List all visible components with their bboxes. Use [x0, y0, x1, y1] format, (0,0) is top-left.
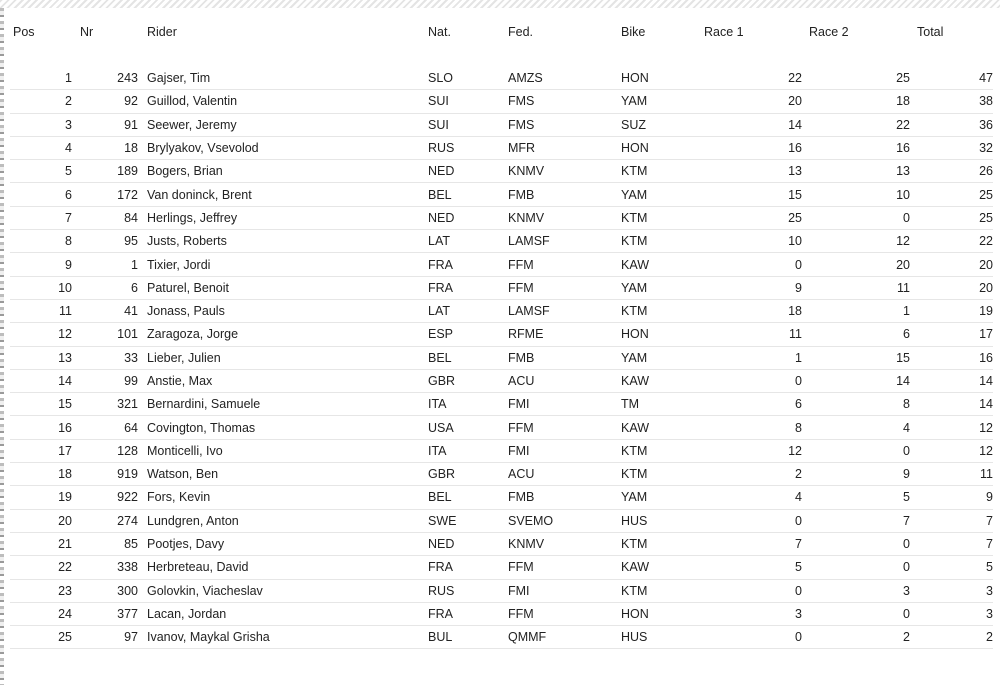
header-total: Total	[917, 25, 944, 39]
cell-nat: BEL	[428, 486, 508, 509]
cell-race1: 4	[704, 486, 802, 509]
cell-total: 26	[910, 160, 993, 183]
cell-total: 5	[910, 556, 993, 579]
cell-nat: LAT	[428, 230, 508, 253]
table-row	[10, 579, 993, 602]
cell-rider: Lieber, Julien	[147, 346, 428, 369]
cell-total: 38	[910, 90, 993, 113]
cell-fed: FFM	[508, 416, 621, 439]
table-row	[10, 626, 993, 649]
cell-fed: QMMF	[508, 626, 621, 649]
cell-pos: 13	[10, 346, 72, 369]
cell-rider: Van doninck, Brent	[147, 183, 428, 206]
cell-race2: 8	[802, 393, 910, 416]
cell-bike: KTM	[621, 532, 704, 555]
cell-rider: Seewer, Jeremy	[147, 113, 428, 136]
cell-race1: 9	[704, 276, 802, 299]
cell-spacer	[138, 579, 147, 602]
cell-nat: RUS	[428, 136, 508, 159]
cell-bike: HON	[621, 136, 704, 159]
cell-bike: YAM	[621, 276, 704, 299]
cell-nat: FRA	[428, 602, 508, 625]
cell-rider: Brylyakov, Vsevolod	[147, 136, 428, 159]
cell-fed: FFM	[508, 556, 621, 579]
cell-race1: 15	[704, 183, 802, 206]
header-rider: Rider	[147, 25, 177, 39]
cell-pos: 15	[10, 393, 72, 416]
cell-bike: KTM	[621, 206, 704, 229]
cell-spacer	[138, 463, 147, 486]
table-row	[10, 602, 993, 625]
cell-bike: KAW	[621, 556, 704, 579]
cell-pos: 12	[10, 323, 72, 346]
cell-bike: KAW	[621, 416, 704, 439]
cell-pos: 7	[10, 206, 72, 229]
table-row	[10, 416, 993, 439]
cell-fed: FMI	[508, 579, 621, 602]
cell-race2: 4	[802, 416, 910, 439]
cell-bike: HON	[621, 602, 704, 625]
table-row	[10, 323, 993, 346]
cell-nr: 1	[72, 253, 138, 276]
cell-pos: 22	[10, 556, 72, 579]
results-table	[10, 67, 993, 649]
cell-nr: 97	[72, 626, 138, 649]
cell-nat: FRA	[428, 276, 508, 299]
cell-total: 32	[910, 136, 993, 159]
cell-nr: 321	[72, 393, 138, 416]
cell-nr: 18	[72, 136, 138, 159]
cell-spacer	[138, 556, 147, 579]
cell-spacer	[138, 393, 147, 416]
cell-rider: Herlings, Jeffrey	[147, 206, 428, 229]
cell-race1: 12	[704, 439, 802, 462]
cell-fed: FFM	[508, 253, 621, 276]
table-row	[10, 393, 993, 416]
cell-total: 9	[910, 486, 993, 509]
cell-race2: 0	[802, 439, 910, 462]
cell-pos: 20	[10, 509, 72, 532]
cell-nat: ITA	[428, 393, 508, 416]
cell-pos: 16	[10, 416, 72, 439]
cell-race1: 0	[704, 253, 802, 276]
cell-race2: 10	[802, 183, 910, 206]
cell-race1: 7	[704, 532, 802, 555]
cell-fed: MFR	[508, 136, 621, 159]
cell-rider: Ivanov, Maykal Grisha	[147, 626, 428, 649]
cell-race2: 14	[802, 369, 910, 392]
cell-nr: 919	[72, 463, 138, 486]
cell-nr: 95	[72, 230, 138, 253]
cell-nr: 41	[72, 299, 138, 322]
table-row	[10, 486, 993, 509]
cell-total: 7	[910, 509, 993, 532]
cell-pos: 24	[10, 602, 72, 625]
cell-race2: 7	[802, 509, 910, 532]
cell-race2: 0	[802, 206, 910, 229]
results-body	[10, 67, 993, 649]
cell-total: 11	[910, 463, 993, 486]
cell-total: 20	[910, 276, 993, 299]
cell-fed: SVEMO	[508, 509, 621, 532]
cell-fed: RFME	[508, 323, 621, 346]
cell-bike: KAW	[621, 369, 704, 392]
cell-pos: 8	[10, 230, 72, 253]
cell-spacer	[138, 90, 147, 113]
cell-nat: BEL	[428, 183, 508, 206]
cell-bike: KTM	[621, 463, 704, 486]
cell-spacer	[138, 206, 147, 229]
cell-total: 2	[910, 626, 993, 649]
cell-spacer	[138, 416, 147, 439]
cell-rider: Herbreteau, David	[147, 556, 428, 579]
cell-total: 17	[910, 323, 993, 346]
cell-rider: Paturel, Benoit	[147, 276, 428, 299]
cell-rider: Bernardini, Samuele	[147, 393, 428, 416]
table-row	[10, 183, 993, 206]
cell-pos: 21	[10, 532, 72, 555]
cell-total: 36	[910, 113, 993, 136]
table-row	[10, 299, 993, 322]
cell-race1: 20	[704, 90, 802, 113]
cell-bike: KTM	[621, 299, 704, 322]
cell-bike: TM	[621, 393, 704, 416]
cell-race1: 0	[704, 509, 802, 532]
cell-rider: Golovkin, Viacheslav	[147, 579, 428, 602]
cell-pos: 6	[10, 183, 72, 206]
cell-rider: Lundgren, Anton	[147, 509, 428, 532]
cell-spacer	[138, 509, 147, 532]
header-fed: Fed.	[508, 25, 534, 39]
cell-pos: 2	[10, 90, 72, 113]
cell-pos: 18	[10, 463, 72, 486]
cell-race2: 22	[802, 113, 910, 136]
cell-race1: 1	[704, 346, 802, 369]
cell-nat: ITA	[428, 439, 508, 462]
cell-pos: 14	[10, 369, 72, 392]
cell-race2: 5	[802, 486, 910, 509]
cell-pos: 11	[10, 299, 72, 322]
cell-pos: 23	[10, 579, 72, 602]
cell-nat: SLO	[428, 67, 508, 90]
table-row	[10, 90, 993, 113]
cell-race1: 6	[704, 393, 802, 416]
cell-race1: 16	[704, 136, 802, 159]
cell-spacer	[138, 486, 147, 509]
cell-rider: Watson, Ben	[147, 463, 428, 486]
cell-nat: ESP	[428, 323, 508, 346]
cell-race2: 1	[802, 299, 910, 322]
cell-pos: 5	[10, 160, 72, 183]
cell-bike: YAM	[621, 346, 704, 369]
cell-spacer	[138, 113, 147, 136]
cell-nat: NED	[428, 206, 508, 229]
cell-bike: KTM	[621, 160, 704, 183]
cell-bike: KAW	[621, 253, 704, 276]
cell-nr: 922	[72, 486, 138, 509]
table-row	[10, 509, 993, 532]
table-row	[10, 206, 993, 229]
cell-fed: FFM	[508, 276, 621, 299]
table-row	[10, 439, 993, 462]
cell-bike: KTM	[621, 230, 704, 253]
table-row	[10, 276, 993, 299]
cell-rider: Bogers, Brian	[147, 160, 428, 183]
cell-nr: 274	[72, 509, 138, 532]
cell-fed: FMI	[508, 393, 621, 416]
cell-spacer	[138, 626, 147, 649]
cell-rider: Covington, Thomas	[147, 416, 428, 439]
cell-nr: 189	[72, 160, 138, 183]
cell-total: 3	[910, 602, 993, 625]
cell-nr: 300	[72, 579, 138, 602]
cell-race1: 25	[704, 206, 802, 229]
header-nat: Nat.	[428, 25, 451, 39]
cell-fed: FMI	[508, 439, 621, 462]
cell-total: 14	[910, 393, 993, 416]
table-row	[10, 67, 993, 90]
cell-total: 12	[910, 416, 993, 439]
header-nr: Nr	[80, 25, 94, 39]
cell-rider: Lacan, Jordan	[147, 602, 428, 625]
cell-nat: NED	[428, 532, 508, 555]
cell-fed: KNMV	[508, 206, 621, 229]
cell-spacer	[138, 346, 147, 369]
cell-race1: 3	[704, 602, 802, 625]
cell-pos: 10	[10, 276, 72, 299]
cell-nat: GBR	[428, 369, 508, 392]
table-row	[10, 463, 993, 486]
cell-pos: 17	[10, 439, 72, 462]
cell-fed: FFM	[508, 602, 621, 625]
cell-nat: SUI	[428, 90, 508, 113]
cell-total: 20	[910, 253, 993, 276]
cell-fed: ACU	[508, 463, 621, 486]
cell-nat: SWE	[428, 509, 508, 532]
cell-race1: 18	[704, 299, 802, 322]
cell-nat: NED	[428, 160, 508, 183]
cell-race2: 16	[802, 136, 910, 159]
cell-fed: KNMV	[508, 532, 621, 555]
table-row	[10, 253, 993, 276]
header-race2: Race 2	[809, 25, 849, 39]
cell-nat: LAT	[428, 299, 508, 322]
cell-race2: 0	[802, 556, 910, 579]
cell-spacer	[138, 160, 147, 183]
cell-race1: 0	[704, 369, 802, 392]
cell-total: 16	[910, 346, 993, 369]
cell-fed: FMB	[508, 486, 621, 509]
cell-spacer	[138, 532, 147, 555]
cell-total: 7	[910, 532, 993, 555]
cell-fed: LAMSF	[508, 299, 621, 322]
cell-pos: 3	[10, 113, 72, 136]
cell-pos: 25	[10, 626, 72, 649]
cell-nr: 92	[72, 90, 138, 113]
cell-nr: 377	[72, 602, 138, 625]
cell-nat: FRA	[428, 253, 508, 276]
cell-total: 25	[910, 183, 993, 206]
cell-nr: 99	[72, 369, 138, 392]
cell-rider: Tixier, Jordi	[147, 253, 428, 276]
results-header-row	[0, 24, 1000, 40]
cell-race2: 2	[802, 626, 910, 649]
cell-spacer	[138, 439, 147, 462]
cell-nr: 84	[72, 206, 138, 229]
cell-race1: 13	[704, 160, 802, 183]
table-row	[10, 113, 993, 136]
cell-nr: 172	[72, 183, 138, 206]
cell-spacer	[138, 136, 147, 159]
cell-fed: FMB	[508, 346, 621, 369]
cell-total: 25	[910, 206, 993, 229]
cell-spacer	[138, 230, 147, 253]
cell-race1: 0	[704, 579, 802, 602]
cell-rider: Pootjes, Davy	[147, 532, 428, 555]
cell-bike: HUS	[621, 626, 704, 649]
cell-race1: 8	[704, 416, 802, 439]
cell-race2: 0	[802, 532, 910, 555]
table-row	[10, 532, 993, 555]
cell-nat: USA	[428, 416, 508, 439]
cell-spacer	[138, 369, 147, 392]
cell-bike: YAM	[621, 486, 704, 509]
cell-nr: 85	[72, 532, 138, 555]
cell-spacer	[138, 276, 147, 299]
cell-race1: 5	[704, 556, 802, 579]
cell-pos: 4	[10, 136, 72, 159]
cell-nr: 243	[72, 67, 138, 90]
cell-spacer	[138, 602, 147, 625]
cell-race2: 15	[802, 346, 910, 369]
cell-nat: GBR	[428, 463, 508, 486]
cell-fed: LAMSF	[508, 230, 621, 253]
cell-nr: 101	[72, 323, 138, 346]
cell-race1: 10	[704, 230, 802, 253]
cell-nat: FRA	[428, 556, 508, 579]
cell-fed: FMB	[508, 183, 621, 206]
cell-total: 47	[910, 67, 993, 90]
cell-rider: Anstie, Max	[147, 369, 428, 392]
cell-rider: Gajser, Tim	[147, 67, 428, 90]
cell-bike: YAM	[621, 90, 704, 113]
cell-nr: 338	[72, 556, 138, 579]
cell-race2: 9	[802, 463, 910, 486]
cell-nr: 128	[72, 439, 138, 462]
cell-rider: Zaragoza, Jorge	[147, 323, 428, 346]
cell-race1: 0	[704, 626, 802, 649]
cell-total: 12	[910, 439, 993, 462]
cell-bike: HON	[621, 323, 704, 346]
cell-race2: 25	[802, 67, 910, 90]
cell-fed: FMS	[508, 113, 621, 136]
cell-spacer	[138, 183, 147, 206]
cell-total: 14	[910, 369, 993, 392]
cell-fed: AMZS	[508, 67, 621, 90]
cell-spacer	[138, 67, 147, 90]
cell-spacer	[138, 299, 147, 322]
cell-bike: KTM	[621, 439, 704, 462]
cell-bike: HUS	[621, 509, 704, 532]
cell-rider: Justs, Roberts	[147, 230, 428, 253]
header-race1: Race 1	[704, 25, 744, 39]
cell-race2: 18	[802, 90, 910, 113]
cell-total: 22	[910, 230, 993, 253]
cell-race2: 6	[802, 323, 910, 346]
cell-race1: 22	[704, 67, 802, 90]
cell-bike: HON	[621, 67, 704, 90]
cell-rider: Monticelli, Ivo	[147, 439, 428, 462]
cell-fed: ACU	[508, 369, 621, 392]
cell-race2: 0	[802, 602, 910, 625]
cell-race1: 14	[704, 113, 802, 136]
cell-bike: YAM	[621, 183, 704, 206]
cell-pos: 19	[10, 486, 72, 509]
cell-race2: 12	[802, 230, 910, 253]
cell-race2: 13	[802, 160, 910, 183]
cell-total: 19	[910, 299, 993, 322]
cell-nr: 33	[72, 346, 138, 369]
left-edge-border	[0, 8, 4, 685]
cell-rider: Jonass, Pauls	[147, 299, 428, 322]
cell-pos: 9	[10, 253, 72, 276]
cell-spacer	[138, 253, 147, 276]
cell-bike: KTM	[621, 579, 704, 602]
cell-race1: 11	[704, 323, 802, 346]
cell-nat: BUL	[428, 626, 508, 649]
table-row	[10, 160, 993, 183]
cell-race2: 11	[802, 276, 910, 299]
cell-pos: 1	[10, 67, 72, 90]
cell-nat: BEL	[428, 346, 508, 369]
cell-race1: 2	[704, 463, 802, 486]
cell-total: 3	[910, 579, 993, 602]
header-pos: Pos	[13, 25, 35, 39]
table-row	[10, 556, 993, 579]
cell-fed: FMS	[508, 90, 621, 113]
cell-bike: SUZ	[621, 113, 704, 136]
cell-nat: SUI	[428, 113, 508, 136]
cell-nr: 6	[72, 276, 138, 299]
header-bike: Bike	[621, 25, 646, 39]
table-row	[10, 346, 993, 369]
cell-nr: 64	[72, 416, 138, 439]
cell-race2: 20	[802, 253, 910, 276]
cell-rider: Fors, Kevin	[147, 486, 428, 509]
cell-race2: 3	[802, 579, 910, 602]
table-row	[10, 369, 993, 392]
cell-spacer	[138, 323, 147, 346]
cell-nat: RUS	[428, 579, 508, 602]
cell-rider: Guillod, Valentin	[147, 90, 428, 113]
table-row	[10, 230, 993, 253]
cell-nr: 91	[72, 113, 138, 136]
table-row	[10, 136, 993, 159]
cell-fed: KNMV	[508, 160, 621, 183]
top-stripe-border	[0, 0, 1000, 8]
